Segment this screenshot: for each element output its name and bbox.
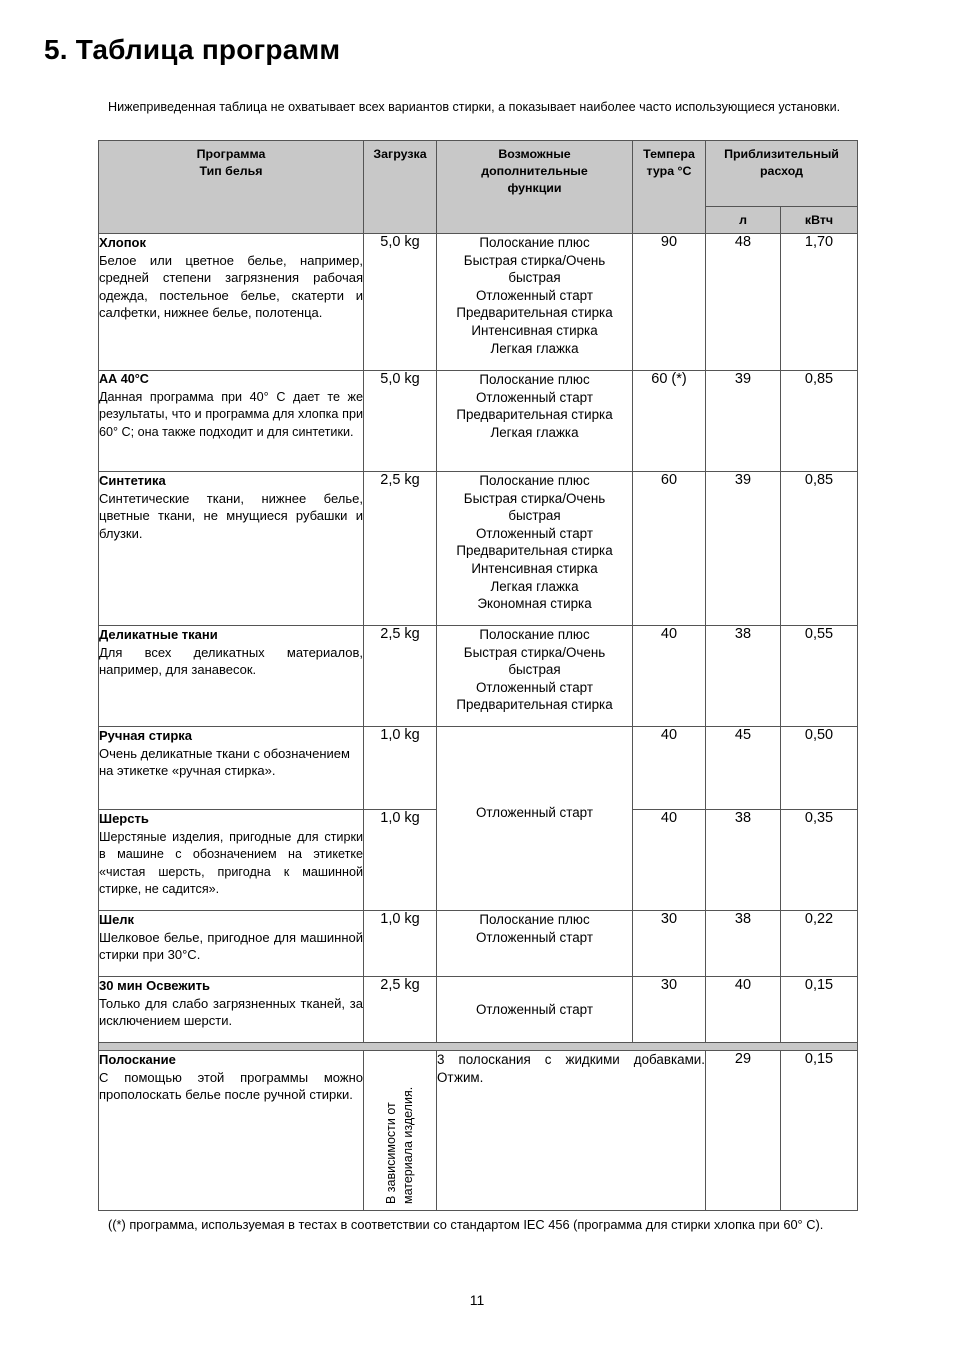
table-row xyxy=(99,1051,858,1211)
function-item: Быстрая стирка/Очень быстрая xyxy=(463,490,606,524)
function-item: Полоскание плюс xyxy=(479,473,590,488)
kwh-value: 0,85 xyxy=(781,371,858,472)
kwh-value: 0,85 xyxy=(781,472,858,626)
liters-value: 29 xyxy=(706,1051,781,1211)
program-desc: Шелковое белье, пригодное для машинной стирки при 30°С. xyxy=(99,929,363,962)
temp-value: 30 xyxy=(633,977,706,1043)
header-consumption-label: Приблизительный расход xyxy=(724,147,839,178)
kwh-value: 0,22 xyxy=(781,911,858,977)
table-row xyxy=(99,727,858,810)
page-number: 11 xyxy=(469,1292,485,1308)
program-cell xyxy=(99,1051,364,1211)
header-functions-label: Возможные дополнительные функции xyxy=(481,147,588,195)
liters-value: 38 xyxy=(706,911,781,977)
function-item: Отложенный старт xyxy=(476,525,593,541)
temp-value: 40 xyxy=(633,810,706,911)
liters-value: 40 xyxy=(706,977,781,1043)
load-value: 5,0 kg xyxy=(364,371,437,472)
program-cell xyxy=(99,234,364,371)
program-table xyxy=(98,140,858,1211)
rinse-function-cell: 3 полоскания с жидкими добавками. Отжим. xyxy=(437,1051,706,1211)
table-row xyxy=(99,626,858,727)
kwh-value: 0,35 xyxy=(781,810,858,911)
liters-value: 39 xyxy=(706,371,781,472)
header-liters: л xyxy=(706,207,781,234)
functions-cell xyxy=(437,626,633,727)
program-cell xyxy=(99,977,364,1043)
function-item: Полоскание плюс xyxy=(479,912,590,927)
load-value: 2,5 kg xyxy=(364,472,437,626)
function-item: Отложенный старт xyxy=(476,1001,593,1017)
table-row xyxy=(99,371,858,472)
table-row xyxy=(99,911,858,977)
function-item: Интенсивная стирка xyxy=(471,560,598,576)
liters-value: 38 xyxy=(706,626,781,727)
liters-value: 39 xyxy=(706,472,781,626)
program-cell xyxy=(99,626,364,727)
program-cell xyxy=(99,810,364,911)
function-item: Отложенный старт xyxy=(476,389,593,405)
program-name: Шерсть xyxy=(99,811,149,826)
header-type-label: Тип белья xyxy=(199,164,263,178)
function-item: Экономная стирка xyxy=(477,596,592,612)
program-name: Деликатные ткани xyxy=(99,627,218,642)
table-row xyxy=(99,234,858,371)
function-item: Предварительная стирка xyxy=(456,697,613,713)
program-desc: Белое или цветное белье, например, средней степени загрязнения рабочая одежда, постельное белье, скатерти и салфетки, нижнее белье, полотенца. xyxy=(99,252,363,320)
shared-functions-cell xyxy=(437,727,633,911)
table-row xyxy=(99,472,858,626)
function-item: Отложенный старт xyxy=(476,804,593,820)
liters-value: 38 xyxy=(706,810,781,911)
program-desc: Только для слабо загрязненных тканей, за исключением шерсти. xyxy=(99,995,363,1028)
function-item: Отложенный старт xyxy=(476,287,593,303)
program-desc: Шерстяные изделия, пригодные для стирки в машине с обозначением на этикетке «чистая шерсть, пригодна к машинной стирке, не садится». xyxy=(99,829,363,896)
separator-bar xyxy=(99,1043,858,1051)
program-name: АА 40°С xyxy=(99,372,149,386)
function-item: Полоскание плюс xyxy=(479,235,590,250)
temp-value: 60 xyxy=(633,472,706,626)
kwh-value: 0,15 xyxy=(781,977,858,1043)
program-name: Ручная стирка xyxy=(99,728,192,743)
functions-cell xyxy=(437,911,633,977)
header-kwh: кВтч xyxy=(781,207,858,234)
function-item: Интенсивная стирка xyxy=(471,322,598,338)
kwh-value: 1,70 xyxy=(781,234,858,371)
function-item: Легкая глажка xyxy=(490,340,579,356)
program-desc: Очень деликатные ткани с обозначением на этикетке «ручная стирка». xyxy=(99,745,350,778)
function-item: Быстрая стирка/Очень быстрая xyxy=(463,644,606,678)
header-temp xyxy=(633,141,706,234)
load-vertical-text: В зависимости от материала изделия. xyxy=(384,1086,415,1204)
program-cell xyxy=(99,371,364,472)
program-name: Хлопок xyxy=(99,235,146,250)
kwh-value: 0,50 xyxy=(781,727,858,810)
header-load xyxy=(364,141,437,234)
header-functions xyxy=(437,141,633,234)
load-value: 2,5 kg xyxy=(364,626,437,727)
footnote: ((*) программа, используемая в тестах в соответствии со стандартом IEC 456 (программа для стирки хлопка при 60° С). xyxy=(108,1217,824,1232)
function-item: Предварительная стирка xyxy=(456,305,613,321)
load-value: 1,0 kg xyxy=(364,810,437,911)
load-value: 5,0 kg xyxy=(364,234,437,371)
program-desc: Для всех деликатных материалов, например, для занавесок. xyxy=(99,644,363,677)
program-desc: Синтетические ткани, нижнее белье, цветные ткани, не мнущиеся рубашки и блузки. xyxy=(99,490,363,541)
program-name: Полоскание xyxy=(99,1052,176,1067)
page-title: 5. Таблица программ xyxy=(44,34,341,65)
program-cell xyxy=(99,727,364,810)
program-cell xyxy=(99,472,364,626)
kwh-value: 0,15 xyxy=(781,1051,858,1211)
liters-value: 45 xyxy=(706,727,781,810)
function-item: Предварительная стирка xyxy=(456,543,613,559)
function-item: Легкая глажка xyxy=(490,578,579,594)
program-desc: Данная программа при 40° С дает те же результаты, что и программа для хлопка при 60° С; она также подходит и для синтетики. xyxy=(99,389,363,439)
temp-value: 30 xyxy=(633,911,706,977)
program-name: Шелк xyxy=(99,912,135,927)
header-program xyxy=(99,141,364,234)
table-separator xyxy=(99,1043,858,1051)
function-item: Быстрая стирка/Очень быстрая xyxy=(463,252,606,286)
functions-cell xyxy=(437,234,633,371)
function-item: Полоскание плюс xyxy=(479,627,590,642)
load-vertical-cell xyxy=(364,1051,437,1211)
function-item: Предварительная стирка xyxy=(456,407,613,423)
functions-cell xyxy=(437,371,633,472)
header-consumption xyxy=(706,141,858,207)
intro-text: Нижеприведенная таблица не охватывает всех вариантов стирки, а показывает наиболее часто использующиеся установки. xyxy=(108,100,841,114)
liters-value: 48 xyxy=(706,234,781,371)
function-item: Отложенный старт xyxy=(476,679,593,695)
program-name: 30 мин Освежить xyxy=(99,978,210,993)
temp-value: 40 xyxy=(633,727,706,810)
temp-value: 90 xyxy=(633,234,706,371)
load-value: 1,0 kg xyxy=(364,727,437,810)
functions-cell xyxy=(437,977,633,1043)
program-desc: С помощью этой программы можно прополоскать белье после ручной стирки. xyxy=(99,1069,363,1102)
header-temp-label: Температура °С xyxy=(643,147,695,178)
program-cell xyxy=(99,911,364,977)
functions-cell xyxy=(437,472,633,626)
function-item: Полоскание плюс xyxy=(479,372,590,387)
program-name: Синтетика xyxy=(99,473,166,488)
header-program-label: Программа xyxy=(196,147,266,161)
load-value: 1,0 kg xyxy=(364,911,437,977)
temp-value: 60 (*) xyxy=(633,371,706,472)
function-item: Легкая глажка xyxy=(490,424,579,440)
kwh-value: 0,55 xyxy=(781,626,858,727)
temp-value: 40 xyxy=(633,626,706,727)
table-row xyxy=(99,977,858,1043)
function-item: Отложенный старт xyxy=(476,929,593,945)
load-value: 2,5 kg xyxy=(364,977,437,1043)
header-load-label: Загрузка xyxy=(373,147,427,161)
